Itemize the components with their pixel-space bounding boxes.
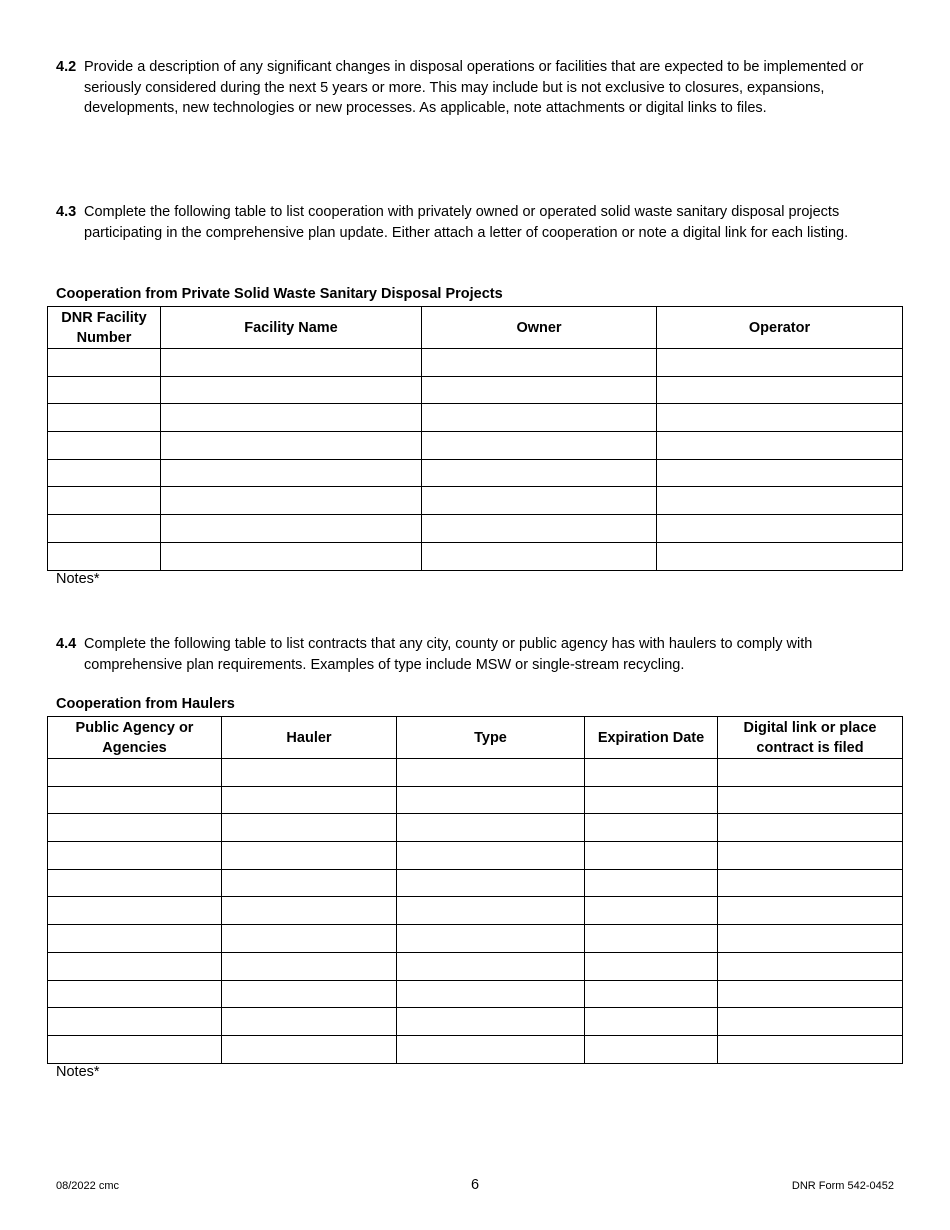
table-cell[interactable] (161, 542, 422, 570)
question-text: Complete the following table to list contracts that any city, county or public agency has with haulers to comply with comprehensive plan requirements. Examples of type include MSW or single-stream recycling. (84, 636, 813, 673)
table-cell[interactable] (718, 1035, 903, 1063)
table-header-row (48, 717, 903, 759)
table-cell[interactable] (48, 980, 222, 1008)
table-row (48, 349, 903, 377)
table-cell[interactable] (718, 952, 903, 980)
table-row (48, 487, 903, 515)
table1-notes: Notes* (56, 571, 100, 587)
table2-caption: Cooperation from Haulers (56, 696, 235, 712)
column-header-digital-link: Digital link or place contract is filed (718, 717, 903, 759)
table-cell[interactable] (161, 515, 422, 543)
table-cell[interactable] (48, 1008, 222, 1036)
table-cell[interactable] (161, 459, 422, 487)
table-cell[interactable] (718, 980, 903, 1008)
table-cell[interactable] (585, 814, 718, 842)
table-body (48, 759, 903, 1064)
table-cell[interactable] (585, 1035, 718, 1063)
table-cell[interactable] (397, 952, 585, 980)
column-header-public-agency: Public Agency or Agencies (48, 717, 222, 759)
table-cell[interactable] (718, 814, 903, 842)
table-cell[interactable] (397, 869, 585, 897)
table-row (48, 376, 903, 404)
table-cell[interactable] (48, 404, 161, 432)
table-cell[interactable] (48, 459, 161, 487)
question-4-2 (56, 57, 896, 119)
table-cell[interactable] (718, 759, 903, 787)
table-cell[interactable] (657, 459, 903, 487)
table-cell[interactable] (718, 925, 903, 953)
table-row (48, 459, 903, 487)
question-4-4 (56, 634, 896, 675)
table-cell[interactable] (48, 376, 161, 404)
table-cell[interactable] (161, 376, 422, 404)
table-cell[interactable] (161, 349, 422, 377)
table-row (48, 1035, 903, 1063)
table-row (48, 515, 903, 543)
table-cell[interactable] (585, 759, 718, 787)
table2-notes: Notes* (56, 1064, 100, 1080)
table-cell[interactable] (397, 842, 585, 870)
table-cell[interactable] (48, 842, 222, 870)
table-cell[interactable] (48, 814, 222, 842)
table-cell[interactable] (48, 952, 222, 980)
table-cell[interactable] (657, 515, 903, 543)
table-cell[interactable] (397, 1008, 585, 1036)
column-header-owner: Owner (422, 307, 657, 349)
table-cell[interactable] (657, 542, 903, 570)
table-cell[interactable] (48, 925, 222, 953)
table-row (48, 786, 903, 814)
table-cell[interactable] (48, 542, 161, 570)
table-cell[interactable] (48, 786, 222, 814)
question-text: Complete the following table to list cooperation with privately owned or operated solid waste sanitary disposal projects participating in the comprehensive plan update. Either attach a letter of cooperation or note a digital link for each listing. (84, 204, 849, 241)
table-cell[interactable] (718, 842, 903, 870)
table-cell[interactable] (48, 487, 161, 515)
table-cell[interactable] (397, 897, 585, 925)
table-cell[interactable] (222, 786, 397, 814)
table-cell[interactable] (397, 980, 585, 1008)
table-cell[interactable] (422, 487, 657, 515)
column-header-operator: Operator (657, 307, 903, 349)
table-cell[interactable] (657, 349, 903, 377)
table-cell[interactable] (222, 980, 397, 1008)
table-cell[interactable] (161, 404, 422, 432)
table-cell[interactable] (718, 1008, 903, 1036)
table-row (48, 869, 903, 897)
footer-form-number: DNR Form 542-0452 (791, 1180, 894, 1192)
table-cell[interactable] (222, 952, 397, 980)
question-text: Provide a description of any significant changes in disposal operations or facilities that are expected to be implemented or seriously considered during the next 5 years or more. This may include but is not exclusive to closures, expansions, developments, new technologies or new processes. As applicable, note attachments or digital links to files. (84, 59, 864, 116)
table-cell[interactable] (48, 759, 222, 787)
table-body (48, 349, 903, 571)
table-row (48, 952, 903, 980)
table-cell[interactable] (585, 952, 718, 980)
table-cell[interactable] (48, 349, 161, 377)
table-row (48, 404, 903, 432)
table-cell[interactable] (422, 515, 657, 543)
table-cell[interactable] (585, 925, 718, 953)
table-cell[interactable] (48, 432, 161, 460)
table-cell[interactable] (422, 404, 657, 432)
table-row (48, 897, 903, 925)
table-cell[interactable] (585, 869, 718, 897)
table-row (48, 925, 903, 953)
column-header-expiration-date: Expiration Date (585, 717, 718, 759)
table-cell[interactable] (657, 432, 903, 460)
table-cell[interactable] (585, 842, 718, 870)
table-row (48, 759, 903, 787)
table-cell[interactable] (222, 842, 397, 870)
table-cell[interactable] (397, 759, 585, 787)
table-cell[interactable] (585, 1008, 718, 1036)
private-disposal-table (47, 306, 903, 571)
table-cell[interactable] (718, 786, 903, 814)
table-row (48, 542, 903, 570)
table-cell[interactable] (48, 515, 161, 543)
table-cell[interactable] (48, 1035, 222, 1063)
table-cell[interactable] (657, 376, 903, 404)
table-row (48, 842, 903, 870)
column-header-facility-name: Facility Name (161, 307, 422, 349)
table-cell[interactable] (222, 897, 397, 925)
table-cell[interactable] (222, 814, 397, 842)
question-4-3 (56, 202, 896, 243)
table1-caption: Cooperation from Private Solid Waste Sanitary Disposal Projects (56, 286, 503, 302)
table-cell[interactable] (397, 1035, 585, 1063)
table-cell[interactable] (161, 432, 422, 460)
table-cell[interactable] (422, 376, 657, 404)
table-cell[interactable] (397, 925, 585, 953)
table-cell[interactable] (48, 897, 222, 925)
table-cell[interactable] (422, 349, 657, 377)
table-cell[interactable] (422, 459, 657, 487)
table-row (48, 432, 903, 460)
table-cell[interactable] (161, 487, 422, 515)
column-header-hauler: Hauler (222, 717, 397, 759)
table-cell[interactable] (422, 432, 657, 460)
table-cell[interactable] (657, 404, 903, 432)
table-cell[interactable] (585, 980, 718, 1008)
table-cell[interactable] (718, 869, 903, 897)
question-number: 4.2 (56, 59, 77, 75)
table-header-row (48, 307, 903, 349)
question-number: 4.3 (56, 204, 77, 220)
footer-date: 08/2022 cmc (56, 1180, 119, 1192)
table-cell[interactable] (422, 542, 657, 570)
table-cell[interactable] (48, 869, 222, 897)
table-cell[interactable] (222, 1008, 397, 1036)
table-cell[interactable] (718, 897, 903, 925)
table-row (48, 814, 903, 842)
table-cell[interactable] (585, 786, 718, 814)
table-cell[interactable] (397, 786, 585, 814)
table-cell[interactable] (222, 869, 397, 897)
column-header-dnr-facility-number: DNR Facility Number (48, 307, 161, 349)
table-cell[interactable] (222, 1035, 397, 1063)
table-cell[interactable] (397, 814, 585, 842)
column-header-type: Type (397, 717, 585, 759)
table-cell[interactable] (657, 487, 903, 515)
table-row (48, 1008, 903, 1036)
table-cell[interactable] (222, 759, 397, 787)
question-number: 4.4 (56, 636, 77, 652)
table-cell[interactable] (585, 897, 718, 925)
table-cell[interactable] (222, 925, 397, 953)
haulers-table (47, 716, 903, 1064)
page-number: 6 (470, 1177, 480, 1193)
table-row (48, 980, 903, 1008)
